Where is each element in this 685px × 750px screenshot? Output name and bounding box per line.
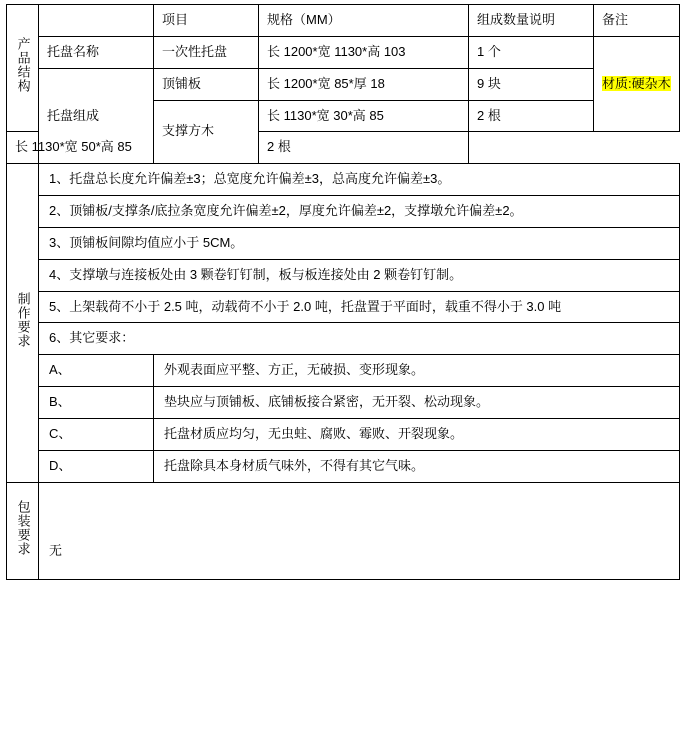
table-row (7, 450, 680, 482)
requirement-3: 3、顶铺板间隙均值应小于 5CM。 (39, 227, 680, 259)
table-row (7, 482, 680, 579)
sub-requirement-letter-b: B、 (39, 387, 154, 419)
header-remark: 备注 (594, 5, 680, 37)
sub-requirement-text-b: 垫块应与顶铺板、底铺板接合紧密，无开裂、松动现象。 (154, 387, 680, 419)
spec-support-timber-30: 长 1130*宽 30*高 85 (259, 100, 469, 132)
table-row (7, 259, 680, 291)
table-row (7, 418, 680, 450)
requirement-4: 4、支撑墩与连接板处由 3 颗卷钉钉制，板与板连接处由 2 颗卷钉钉制。 (39, 259, 680, 291)
requirement-5: 5、上架载荷不小于 2.5 吨，动载荷不小于 2.0 吨，托盘置于平面时，载重不得小于 3.0 吨 (39, 291, 680, 323)
group-pallet-name: 托盘名称 (39, 36, 154, 68)
section-label-structure (7, 5, 39, 132)
sub-requirement-text-a: 外观表面应平整、方正，无破损、变形现象。 (154, 355, 680, 387)
spec-disposable-pallet: 长 1200*宽 1130*高 103 (259, 36, 469, 68)
section-label-packaging (7, 482, 39, 579)
sub-requirement-letter-c: C、 (39, 418, 154, 450)
qty-support-timber-30: 2 根 (469, 100, 594, 132)
header-item: 项目 (154, 5, 259, 37)
requirement-6: 6、其它要求： (39, 323, 680, 355)
qty-support-timber-50: 2 根 (259, 132, 469, 164)
header-blank (39, 5, 154, 37)
section-label-manufacture-text: 制作要求 (15, 292, 31, 349)
sub-requirement-letter-d: D、 (39, 450, 154, 482)
pallet-spec-table (6, 4, 680, 580)
sub-requirement-text-d: 托盘除具本身材质气味外，不得有其它气味。 (154, 450, 680, 482)
remark-material-text: 材质:硬杂木 (602, 75, 671, 91)
table-header-row (7, 5, 680, 37)
packaging-value: 无 (39, 482, 680, 579)
header-spec: 规格（MM） (259, 5, 469, 37)
table-row (7, 323, 680, 355)
item-disposable-pallet: 一次性托盘 (154, 36, 259, 68)
requirement-1: 1、托盘总长度允许偏差±3；总宽度允许偏差±3，总高度允许偏差±3。 (39, 164, 680, 196)
group-pallet-composition: 托盘组成 (39, 68, 154, 164)
table-row (7, 36, 680, 68)
qty-top-board: 9 块 (469, 68, 594, 100)
table-row (7, 387, 680, 419)
spec-top-board: 长 1200*宽 85*厚 18 (259, 68, 469, 100)
spec-support-timber-50: 长 1130*宽 50*高 85 (7, 132, 39, 164)
section-label-packaging-text: 包装要求 (15, 499, 31, 556)
section-label-structure-text: 产品结构 (15, 37, 31, 94)
sub-requirement-letter-a: A、 (39, 355, 154, 387)
remark-material (594, 36, 680, 132)
table-row (7, 291, 680, 323)
table-row (7, 355, 680, 387)
item-top-board: 顶铺板 (154, 68, 259, 100)
table-row (7, 196, 680, 228)
requirement-2: 2、顶铺板/支撑条/底拉条宽度允许偏差±2，厚度允许偏差±2，支撑墩允许偏差±2。 (39, 196, 680, 228)
table-row (7, 68, 680, 100)
sub-requirement-text-c: 托盘材质应均匀，无虫蛀、腐败、霉败、开裂现象。 (154, 418, 680, 450)
table-row (7, 227, 680, 259)
item-support-timber: 支撑方木 (154, 100, 259, 164)
header-qty: 组成数量说明 (469, 5, 594, 37)
section-label-manufacture (7, 164, 39, 482)
qty-disposable-pallet: 1 个 (469, 36, 594, 68)
table-row (7, 164, 680, 196)
